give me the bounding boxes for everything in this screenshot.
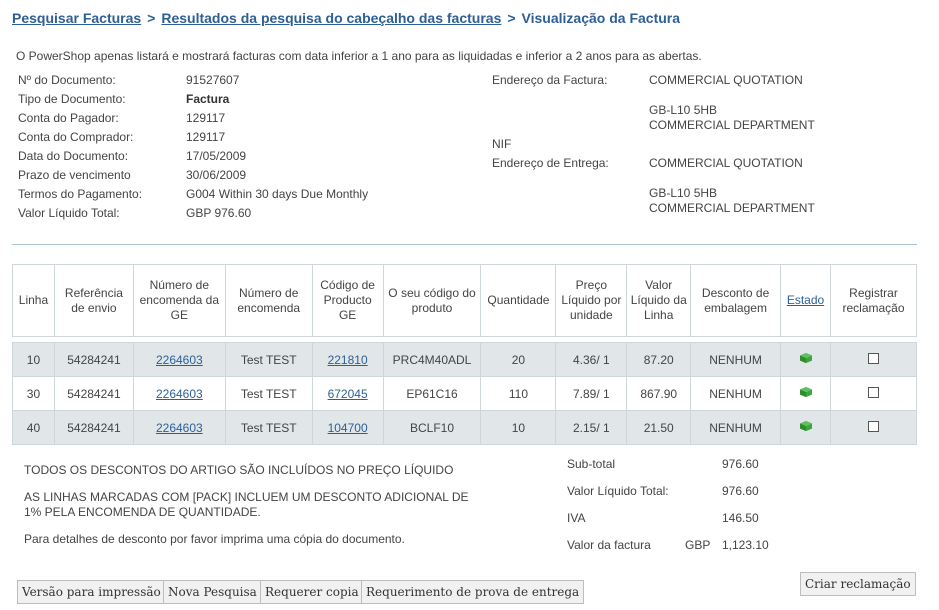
col-header-quantity: Quantidade bbox=[481, 265, 556, 337]
cell-order: Test TEST bbox=[225, 411, 312, 445]
cell-line: 30 bbox=[13, 377, 55, 411]
col-header-ge-order: Número de encomenda da GE bbox=[133, 265, 225, 337]
payment-terms-label: Termos do Pagamento: bbox=[18, 187, 143, 201]
cell-quantity: 110 bbox=[481, 377, 556, 411]
cell-pack-discount: NENHUM bbox=[691, 343, 781, 377]
doc-number-value: 91527607 bbox=[186, 73, 240, 87]
cell-unit-price: 2.15/ 1 bbox=[556, 411, 627, 445]
status-sort-link[interactable]: Estado bbox=[786, 293, 825, 307]
cell-claim bbox=[831, 343, 917, 377]
net-total-label: Valor Líquido Total: bbox=[18, 206, 120, 220]
cell-order: Test TEST bbox=[225, 343, 312, 377]
doc-type-label: Tipo de Documento: bbox=[18, 92, 126, 106]
col-header-unit-price: Preço Líquido por unidade bbox=[556, 265, 627, 337]
cell-unit-price: 7.89/ 1 bbox=[556, 377, 627, 411]
addresses bbox=[492, 73, 922, 223]
cell-line-value: 867.90 bbox=[627, 377, 691, 411]
invoice-currency: GBP bbox=[685, 538, 711, 552]
ge-product-code-link[interactable]: 221810 bbox=[327, 352, 368, 367]
cell-quantity: 20 bbox=[481, 343, 556, 377]
table-header-row bbox=[13, 265, 917, 337]
due-date-value: 30/06/2009 bbox=[186, 168, 247, 182]
cell-claim bbox=[831, 377, 917, 411]
claim-checkbox[interactable] bbox=[868, 353, 879, 364]
cell-ge-order bbox=[133, 343, 225, 377]
col-header-order: Número de encomenda bbox=[225, 265, 312, 337]
breadcrumb-link-search-invoices[interactable]: Pesquisar Facturas bbox=[12, 10, 142, 26]
cell-line-value: 87.20 bbox=[627, 343, 691, 377]
proof-of-delivery-button[interactable]: Requerimento de prova de entrega bbox=[361, 580, 584, 604]
table-row bbox=[13, 343, 917, 377]
breadcrumb bbox=[12, 10, 680, 26]
new-search-button[interactable]: Nova Pesquisa bbox=[163, 580, 262, 604]
discount-note: TODOS OS DESCONTOS DO ARTIGO SÃO INCLUÍDOS NO PREÇO LÍQUIDO bbox=[24, 463, 454, 477]
cell-quantity: 10 bbox=[481, 411, 556, 445]
net-total-value: GBP 976.60 bbox=[186, 206, 252, 220]
delivery-address-line3: COMMERCIAL DEPARTMENT bbox=[649, 201, 815, 215]
doc-number-label: Nº do Documento: bbox=[18, 73, 116, 87]
cell-ge-product-code bbox=[312, 377, 383, 411]
pack-discount-note-line2: 1% PELA ENCOMENDA DE QUANTIDADE. bbox=[24, 505, 261, 519]
table-row bbox=[13, 377, 917, 411]
cell-status bbox=[781, 377, 831, 411]
cell-ge-product-code bbox=[312, 411, 383, 445]
cell-line: 40 bbox=[13, 411, 55, 445]
buyer-account-label: Conta do Comprador: bbox=[18, 130, 134, 144]
iva-value: 146.50 bbox=[722, 511, 759, 525]
claim-checkbox[interactable] bbox=[868, 421, 879, 432]
cell-ge-order bbox=[133, 411, 225, 445]
retention-notice: O PowerShop apenas listará e mostrará facturas com data inferior a 1 ano para as liquidadas e inferior a 2 anos para as abertas. bbox=[16, 49, 702, 63]
col-header-status bbox=[781, 265, 831, 337]
subtotal-value: 976.60 bbox=[722, 457, 759, 471]
col-header-your-product-code: O seu código do produto bbox=[383, 265, 481, 337]
col-header-pack-discount: Desconto de embalagem bbox=[691, 265, 781, 337]
col-header-line: Linha bbox=[13, 265, 55, 337]
breadcrumb-link-search-results[interactable]: Resultados da pesquisa do cabeçalho das facturas bbox=[161, 10, 502, 26]
cell-shipping-ref: 54284241 bbox=[54, 411, 133, 445]
print-copy-note: Para detalhes de desconto por favor imprima uma cópia do documento. bbox=[24, 532, 405, 546]
totals-net-label: Valor Líquido Total: bbox=[567, 484, 669, 498]
table-row bbox=[13, 411, 917, 445]
col-header-ge-product-code: Código de Producto GE bbox=[312, 265, 383, 337]
invoice-total-label: Valor da factura bbox=[567, 538, 651, 552]
request-copy-button[interactable]: Requerer copia bbox=[260, 580, 364, 604]
breadcrumb-separator: > bbox=[507, 10, 516, 26]
invoice-address-line1: COMMERCIAL QUOTATION bbox=[649, 73, 803, 87]
buyer-account-value: 129117 bbox=[186, 130, 226, 144]
cell-status bbox=[781, 343, 831, 377]
doc-date-label: Data do Documento: bbox=[18, 149, 129, 163]
invoice-address-line2: GB-L10 5HB bbox=[649, 103, 718, 117]
cell-ge-product-code bbox=[312, 343, 383, 377]
cell-your-product-code: EP61C16 bbox=[383, 377, 481, 411]
section-divider bbox=[12, 244, 917, 245]
col-header-shipping-ref: Referência de envio bbox=[54, 265, 133, 337]
payment-terms-value: G004 Within 30 days Due Monthly bbox=[186, 187, 369, 201]
breadcrumb-separator: > bbox=[147, 10, 156, 26]
payer-account-value: 129117 bbox=[186, 111, 226, 125]
create-claim-button[interactable]: Criar reclamação bbox=[800, 572, 916, 596]
cell-line: 10 bbox=[13, 343, 55, 377]
cell-pack-discount: NENHUM bbox=[691, 377, 781, 411]
delivery-address-line1: COMMERCIAL QUOTATION bbox=[649, 156, 803, 170]
doc-type-value: Factura bbox=[186, 92, 230, 106]
ge-product-code-link[interactable]: 672045 bbox=[327, 386, 368, 401]
doc-date-value: 17/05/2009 bbox=[186, 149, 247, 163]
ge-order-link[interactable]: 2264603 bbox=[155, 420, 203, 435]
cell-claim bbox=[831, 411, 917, 445]
cell-pack-discount: NENHUM bbox=[691, 411, 781, 445]
cell-line-value: 21.50 bbox=[627, 411, 691, 445]
subtotal-label: Sub-total bbox=[567, 457, 616, 471]
invoice-address-label: Endereço da Factura: bbox=[492, 73, 608, 87]
cell-shipping-ref: 54284241 bbox=[54, 343, 133, 377]
invoice-lines-table bbox=[12, 264, 917, 445]
status-cube-icon[interactable] bbox=[798, 352, 814, 364]
delivery-address-line2: GB-L10 5HB bbox=[649, 186, 718, 200]
invoice-total-value: 1,123.10 bbox=[722, 538, 769, 552]
nif-label: NIF bbox=[492, 137, 512, 151]
pack-discount-note-line1: AS LINHAS MARCADAS COM [PACK] INCLUEM UM DESCONTO ADICIONAL DE bbox=[24, 490, 469, 504]
claim-checkbox[interactable] bbox=[868, 387, 879, 398]
col-header-register-claim: Registrar reclamação bbox=[831, 265, 917, 337]
ge-product-code-link[interactable]: 104700 bbox=[327, 420, 368, 435]
cell-ge-order bbox=[133, 377, 225, 411]
col-header-line-value: Valor Líquido da Linha bbox=[627, 265, 691, 337]
payer-account-label: Conta do Pagador: bbox=[18, 111, 119, 125]
iva-label: IVA bbox=[567, 511, 586, 525]
delivery-address-label: Endereço de Entrega: bbox=[492, 156, 609, 170]
cell-your-product-code: PRC4M40ADL bbox=[383, 343, 481, 377]
ge-order-link[interactable]: 2264603 bbox=[155, 386, 203, 401]
ge-order-link[interactable]: 2264603 bbox=[155, 352, 203, 367]
cell-status bbox=[781, 411, 831, 445]
document-info bbox=[18, 73, 478, 223]
invoice-address-line3: COMMERCIAL DEPARTMENT bbox=[649, 118, 815, 132]
cell-your-product-code: BCLF10 bbox=[383, 411, 481, 445]
totals-net-value: 976.60 bbox=[722, 484, 759, 498]
print-version-button[interactable]: Versão para impressão bbox=[17, 580, 166, 604]
cell-unit-price: 4.36/ 1 bbox=[556, 343, 627, 377]
status-cube-icon[interactable] bbox=[798, 386, 814, 398]
cell-shipping-ref: 54284241 bbox=[54, 377, 133, 411]
status-cube-icon[interactable] bbox=[798, 420, 814, 432]
cell-order: Test TEST bbox=[225, 377, 312, 411]
breadcrumb-current: Visualização da Factura bbox=[521, 10, 681, 26]
due-date-label: Prazo de vencimento bbox=[18, 168, 131, 182]
